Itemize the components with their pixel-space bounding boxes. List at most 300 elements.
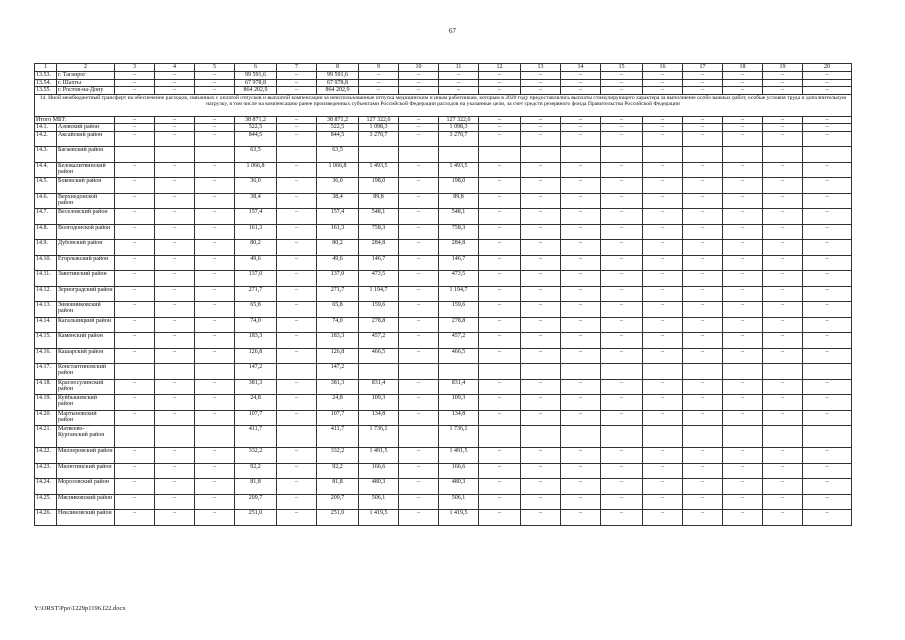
value-cell: – (155, 124, 195, 132)
value-cell: 81,8 (317, 479, 359, 495)
row-number: 13.54. (35, 79, 57, 87)
value-cell: 109,3 (359, 395, 399, 411)
value-cell: – (479, 72, 521, 80)
value-cell: – (115, 224, 155, 240)
value-cell: – (561, 255, 601, 271)
header-cell: 4 (155, 64, 195, 72)
value-cell: – (601, 224, 643, 240)
row-number: 14.7. (35, 209, 57, 225)
row-name: Кашарский район (57, 348, 115, 364)
value-cell: – (683, 494, 723, 510)
value-cell: – (561, 510, 601, 526)
value-cell: 831,4 (359, 379, 399, 395)
value-cell: – (601, 348, 643, 364)
value-cell: – (601, 463, 643, 479)
value-cell: 411,7 (317, 426, 359, 448)
value-cell: – (399, 224, 439, 240)
value-cell (115, 147, 155, 163)
value-cell: – (155, 333, 195, 349)
table-row (35, 448, 852, 464)
value-cell: – (803, 240, 852, 256)
value-cell: – (643, 463, 683, 479)
value-cell: 36,0 (317, 178, 359, 194)
value-cell: – (601, 479, 643, 495)
value-cell: – (155, 224, 195, 240)
value-cell: – (601, 79, 643, 87)
value-cell: – (763, 72, 803, 80)
value-cell: – (561, 494, 601, 510)
value-cell: – (155, 116, 195, 124)
row-number: 14.24. (35, 479, 57, 495)
value-cell: – (399, 124, 439, 132)
value-cell: – (359, 72, 399, 80)
table-row (35, 193, 852, 209)
value-cell: 457,2 (359, 333, 399, 349)
value-cell: – (723, 302, 763, 318)
value-cell: – (561, 286, 601, 302)
value-cell: – (763, 410, 803, 426)
value-cell: – (115, 317, 155, 333)
value-cell (115, 364, 155, 380)
value-cell: 466,5 (359, 348, 399, 364)
value-cell: – (277, 255, 317, 271)
value-cell: – (521, 448, 561, 464)
value-cell: 1 066,8 (235, 162, 277, 178)
value-cell: – (115, 302, 155, 318)
value-cell: – (643, 410, 683, 426)
value-cell: 147,2 (235, 364, 277, 380)
value-cell: – (399, 178, 439, 194)
value-cell: – (521, 224, 561, 240)
value-cell: – (195, 193, 235, 209)
value-cell: – (561, 479, 601, 495)
value-cell: – (115, 494, 155, 510)
value-cell: – (115, 255, 155, 271)
value-cell: – (561, 72, 601, 80)
row-name: Каменский район (57, 333, 115, 349)
value-cell: – (803, 494, 852, 510)
row-number: 14.4. (35, 162, 57, 178)
value-cell: – (439, 72, 479, 80)
value-cell: – (399, 286, 439, 302)
value-cell: – (195, 72, 235, 80)
value-cell (439, 364, 479, 380)
value-cell: 209,7 (235, 494, 277, 510)
row-name: Боковский район (57, 178, 115, 194)
value-cell: – (195, 131, 235, 147)
value-cell: 92,2 (235, 463, 277, 479)
value-cell: 134,8 (359, 410, 399, 426)
value-cell: – (561, 116, 601, 124)
value-cell: – (723, 333, 763, 349)
value-cell: – (763, 395, 803, 411)
value-cell: – (521, 79, 561, 87)
value-cell: – (195, 348, 235, 364)
value-cell: – (195, 302, 235, 318)
value-cell: – (803, 162, 852, 178)
value-cell: – (561, 317, 601, 333)
budget-table (34, 63, 852, 526)
value-cell: – (195, 463, 235, 479)
value-cell: – (561, 410, 601, 426)
value-cell: – (155, 494, 195, 510)
value-cell: – (277, 162, 317, 178)
value-cell: – (479, 494, 521, 510)
value-cell (763, 426, 803, 448)
value-cell: – (601, 116, 643, 124)
value-cell: 49,6 (317, 255, 359, 271)
value-cell: 473,5 (359, 271, 399, 287)
value-cell: 74,0 (317, 317, 359, 333)
row-name: Веселовский район (57, 209, 115, 225)
value-cell: – (277, 448, 317, 464)
row-number: 14.11. (35, 271, 57, 287)
value-cell: – (723, 72, 763, 80)
value-cell: – (763, 302, 803, 318)
value-cell: – (683, 271, 723, 287)
value-cell (277, 147, 317, 163)
value-cell: – (643, 224, 683, 240)
value-cell: – (479, 240, 521, 256)
value-cell: 284,8 (439, 240, 479, 256)
value-cell (399, 364, 439, 380)
row-number: 14.12. (35, 286, 57, 302)
value-cell: – (155, 395, 195, 411)
value-cell: – (683, 317, 723, 333)
value-cell: – (439, 79, 479, 87)
value-cell: – (521, 255, 561, 271)
value-cell: 65,8 (235, 302, 277, 318)
value-cell: – (601, 209, 643, 225)
value-cell: 522,5 (235, 124, 277, 132)
value-cell: 80,2 (317, 240, 359, 256)
value-cell: – (521, 317, 561, 333)
value-cell: 161,3 (235, 224, 277, 240)
row-name: Дубовский район (57, 240, 115, 256)
value-cell: – (521, 193, 561, 209)
value-cell: – (277, 240, 317, 256)
value-cell (643, 147, 683, 163)
value-cell: – (643, 302, 683, 318)
value-cell: – (683, 209, 723, 225)
value-cell: 1 066,8 (317, 162, 359, 178)
value-cell: 844,5 (235, 131, 277, 147)
value-cell: 99 591,6 (235, 72, 277, 80)
value-cell: – (643, 348, 683, 364)
row-name: Морозовский район (57, 479, 115, 495)
value-cell: – (195, 271, 235, 287)
value-cell: – (601, 255, 643, 271)
value-cell: 38 871,2 (235, 116, 277, 124)
value-cell: – (803, 224, 852, 240)
value-cell: – (803, 448, 852, 464)
value-cell: 99 591,6 (317, 72, 359, 80)
value-cell: – (803, 271, 852, 287)
value-cell: – (521, 379, 561, 395)
value-cell: – (803, 379, 852, 395)
value-cell: – (683, 193, 723, 209)
value-cell: – (763, 479, 803, 495)
value-cell: – (155, 463, 195, 479)
value-cell: – (803, 116, 852, 124)
value-cell: 1 419,5 (439, 510, 479, 526)
value-cell: – (399, 271, 439, 287)
value-cell: – (763, 224, 803, 240)
value-cell: – (195, 178, 235, 194)
row-number: 14.9. (35, 240, 57, 256)
value-cell: – (277, 209, 317, 225)
row-name: Заветинский район (57, 271, 115, 287)
value-cell: – (763, 131, 803, 147)
value-cell: – (155, 348, 195, 364)
table-row (35, 178, 852, 194)
value-cell (155, 364, 195, 380)
value-cell: 166,6 (359, 463, 399, 479)
value-cell: – (683, 131, 723, 147)
value-cell: – (683, 395, 723, 411)
value-cell: – (643, 395, 683, 411)
value-cell: – (763, 448, 803, 464)
value-cell: 134,8 (439, 410, 479, 426)
value-cell: 209,7 (317, 494, 359, 510)
value-cell: – (723, 124, 763, 132)
value-cell: – (115, 116, 155, 124)
value-cell: – (521, 271, 561, 287)
value-cell: 24,8 (317, 395, 359, 411)
value-cell: – (195, 379, 235, 395)
value-cell: 137,0 (235, 271, 277, 287)
value-cell: – (561, 193, 601, 209)
value-cell: 480,3 (439, 479, 479, 495)
value-cell: – (601, 162, 643, 178)
value-cell: 278,8 (439, 317, 479, 333)
row-name: Верхнедонской район (57, 193, 115, 209)
value-cell: – (561, 240, 601, 256)
value-cell: – (763, 162, 803, 178)
value-cell: – (601, 448, 643, 464)
table-row (35, 147, 852, 163)
value-cell: – (723, 178, 763, 194)
value-cell: 166,6 (439, 463, 479, 479)
value-cell: – (479, 271, 521, 287)
value-cell: – (683, 79, 723, 87)
row-number: 14.5. (35, 178, 57, 194)
value-cell: 1 491,5 (439, 448, 479, 464)
value-cell: 332,2 (235, 448, 277, 464)
value-cell: 1 491,5 (359, 448, 399, 464)
value-cell: – (521, 494, 561, 510)
value-cell: – (115, 448, 155, 464)
value-cell: – (803, 479, 852, 495)
value-cell: – (803, 178, 852, 194)
value-cell (115, 426, 155, 448)
value-cell: – (277, 116, 317, 124)
value-cell: – (479, 193, 521, 209)
value-cell: – (561, 395, 601, 411)
value-cell: – (479, 317, 521, 333)
row-name: Куйбышевский район (57, 395, 115, 411)
value-cell (763, 364, 803, 380)
value-cell: – (277, 333, 317, 349)
value-cell: – (195, 240, 235, 256)
value-cell: – (803, 302, 852, 318)
row-name: Милютинский район (57, 463, 115, 479)
value-cell: 271,7 (235, 286, 277, 302)
value-cell: – (155, 162, 195, 178)
value-cell: – (155, 510, 195, 526)
row-number: 14.6. (35, 193, 57, 209)
value-cell: – (195, 162, 235, 178)
value-cell: – (683, 255, 723, 271)
value-cell: – (195, 255, 235, 271)
value-cell: 126,8 (317, 348, 359, 364)
value-cell: – (601, 193, 643, 209)
value-cell: – (643, 193, 683, 209)
value-cell: – (115, 348, 155, 364)
value-cell: – (723, 271, 763, 287)
value-cell: 146,7 (359, 255, 399, 271)
value-cell (683, 426, 723, 448)
row-name: Егорлыкский район (57, 255, 115, 271)
value-cell: – (399, 410, 439, 426)
value-cell: – (561, 224, 601, 240)
value-cell: – (803, 317, 852, 333)
row-name: Мартыновский район (57, 410, 115, 426)
value-cell: – (155, 317, 195, 333)
table-row (35, 364, 852, 380)
value-cell: – (683, 124, 723, 132)
value-cell: – (561, 302, 601, 318)
value-cell: – (115, 379, 155, 395)
value-cell: – (479, 510, 521, 526)
value-cell: – (763, 209, 803, 225)
value-cell: 159,6 (439, 302, 479, 318)
value-cell: – (277, 79, 317, 87)
value-cell: 1 736,1 (439, 426, 479, 448)
value-cell: 24,8 (235, 395, 277, 411)
value-cell: – (479, 209, 521, 225)
row-number: 14.10. (35, 255, 57, 271)
value-cell: – (643, 131, 683, 147)
value-cell: – (723, 348, 763, 364)
value-cell: 758,3 (439, 224, 479, 240)
row-number: 14.17. (35, 364, 57, 380)
value-cell: – (683, 348, 723, 364)
value-cell: – (479, 302, 521, 318)
table-row (35, 333, 852, 349)
value-cell: – (115, 410, 155, 426)
value-cell (277, 426, 317, 448)
value-cell: – (601, 286, 643, 302)
value-cell: – (479, 333, 521, 349)
value-cell: – (115, 193, 155, 209)
value-cell: 271,7 (317, 286, 359, 302)
value-cell: – (359, 87, 399, 95)
row-number: 13.53. (35, 72, 57, 80)
value-cell (683, 147, 723, 163)
value-cell: – (115, 162, 155, 178)
value-cell (643, 364, 683, 380)
value-cell: – (803, 348, 852, 364)
value-cell: – (561, 348, 601, 364)
value-cell: – (155, 79, 195, 87)
table-row (35, 124, 852, 132)
value-cell: – (155, 255, 195, 271)
value-cell: – (521, 286, 561, 302)
row-name: Кагальницкий район (57, 317, 115, 333)
value-cell: – (195, 510, 235, 526)
row-name: Волгодонской район (57, 224, 115, 240)
value-cell: – (277, 271, 317, 287)
row-number: 14.18. (35, 379, 57, 395)
value-cell: – (479, 286, 521, 302)
value-cell (399, 147, 439, 163)
value-cell: – (803, 72, 852, 80)
value-cell: 522,5 (317, 124, 359, 132)
value-cell: 1 194,7 (359, 286, 399, 302)
section-title-row (35, 94, 852, 116)
value-cell: – (683, 162, 723, 178)
value-cell: – (479, 255, 521, 271)
row-number: 14.3. (35, 147, 57, 163)
value-cell: – (561, 271, 601, 287)
row-number: 14.15. (35, 333, 57, 349)
value-cell: – (561, 131, 601, 147)
header-cell: 12 (479, 64, 521, 72)
value-cell: 63,5 (235, 147, 277, 163)
value-cell: 1 419,5 (359, 510, 399, 526)
value-cell: – (399, 87, 439, 95)
value-cell: – (399, 348, 439, 364)
value-cell (195, 147, 235, 163)
value-cell: 284,8 (359, 240, 399, 256)
value-cell: 157,4 (235, 209, 277, 225)
value-cell: – (601, 395, 643, 411)
value-cell: – (155, 131, 195, 147)
row-number: 14.19. (35, 395, 57, 411)
table-row (35, 72, 852, 80)
value-cell: – (763, 116, 803, 124)
value-cell: 506,1 (359, 494, 399, 510)
header-cell: 17 (683, 64, 723, 72)
value-cell: – (643, 379, 683, 395)
value-cell: – (521, 510, 561, 526)
value-cell: – (723, 286, 763, 302)
value-cell: – (601, 240, 643, 256)
value-cell: 92,2 (317, 463, 359, 479)
header-cell: 8 (317, 64, 359, 72)
value-cell: – (479, 463, 521, 479)
value-cell: – (521, 178, 561, 194)
value-cell: – (399, 494, 439, 510)
row-number: 14.23. (35, 463, 57, 479)
value-cell: – (195, 333, 235, 349)
value-cell: – (521, 87, 561, 95)
value-cell: 864 202,9 (317, 87, 359, 95)
value-cell: 38,4 (317, 193, 359, 209)
header-cell: 3 (115, 64, 155, 72)
value-cell: 251,0 (317, 510, 359, 526)
value-cell: – (115, 395, 155, 411)
value-cell: – (155, 286, 195, 302)
value-cell: 38 871,2 (317, 116, 359, 124)
value-cell: – (479, 124, 521, 132)
value-cell: 89,8 (359, 193, 399, 209)
value-cell: – (155, 271, 195, 287)
value-cell: – (601, 302, 643, 318)
value-cell: – (803, 131, 852, 147)
value-cell: – (683, 302, 723, 318)
